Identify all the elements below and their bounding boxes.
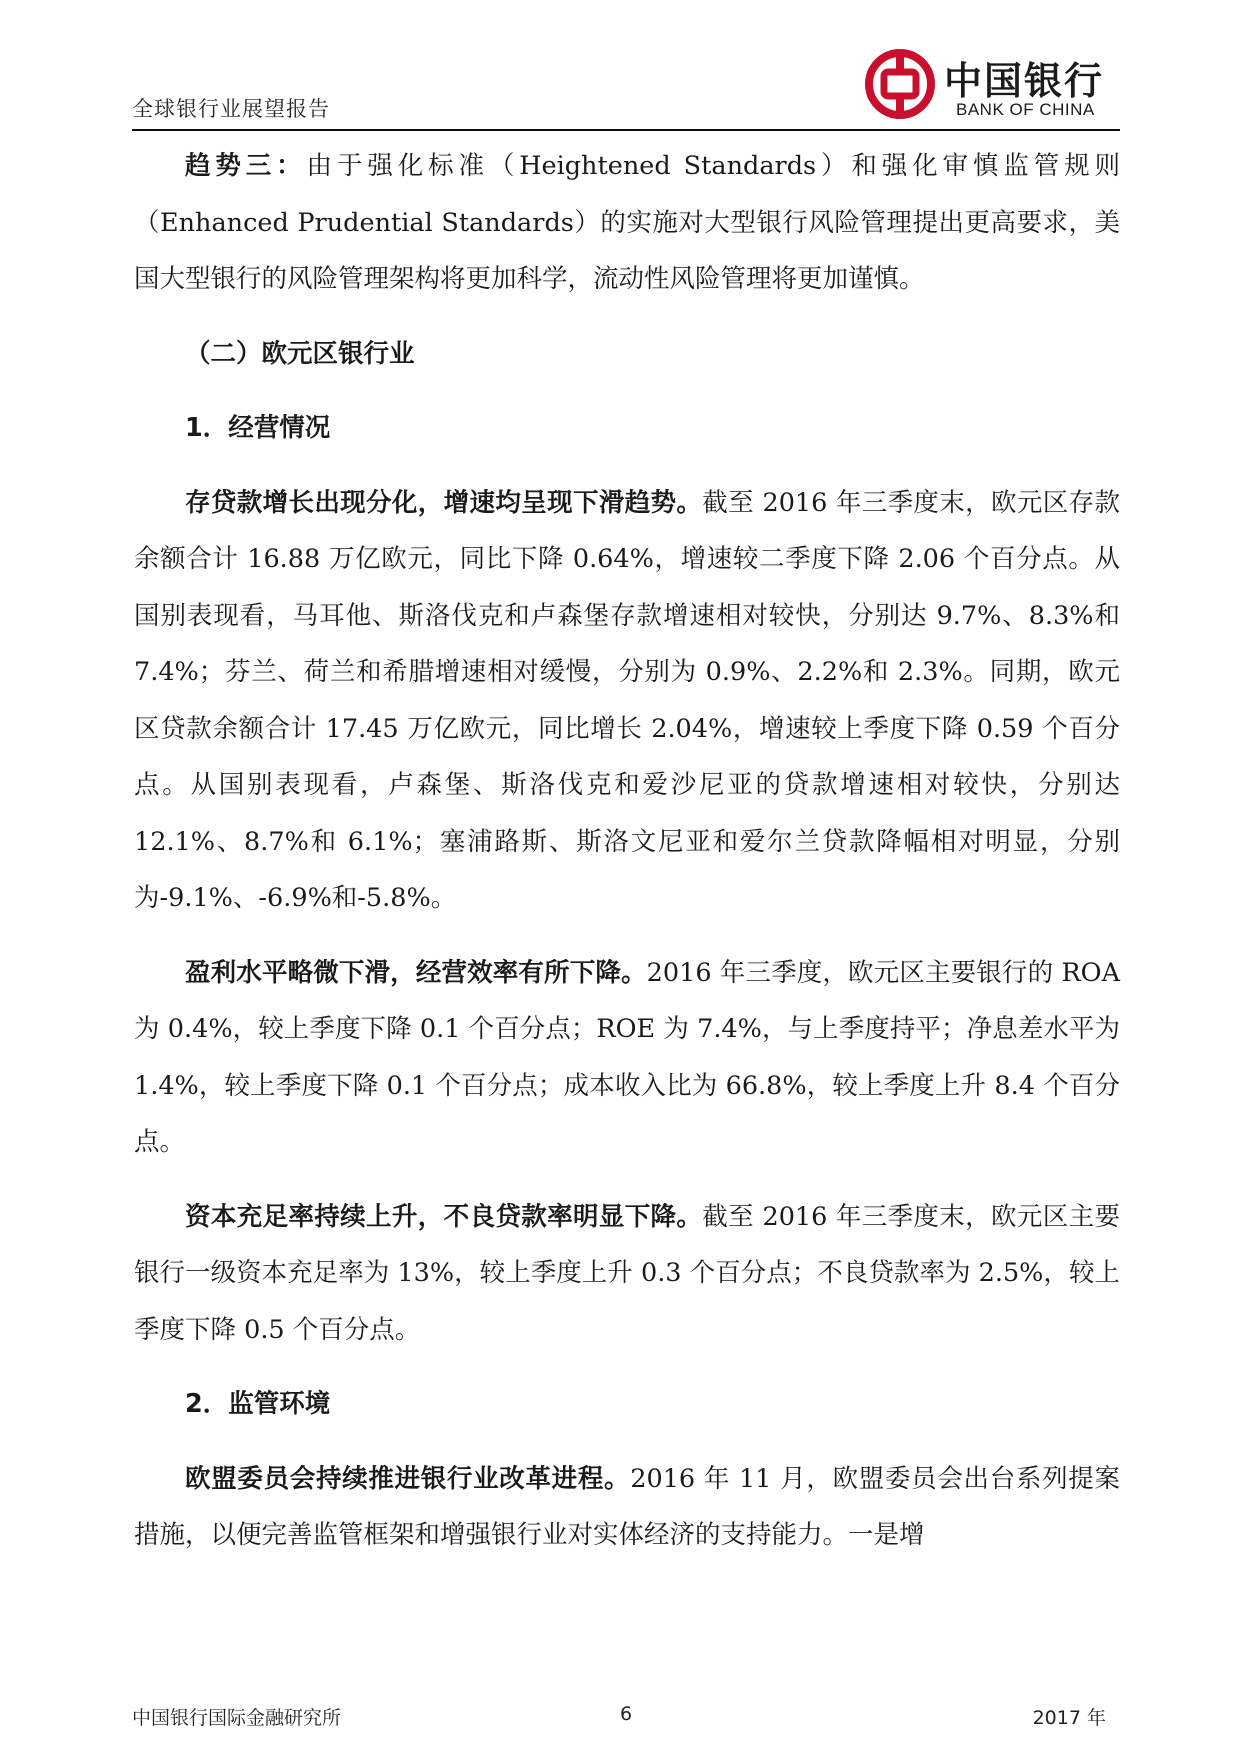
- page-header: [132, 40, 1120, 131]
- logo-english-name: BANK OF CHINA: [956, 100, 1095, 119]
- page-footer: [132, 1703, 1120, 1733]
- deposits-loans-paragraph: [134, 475, 1120, 927]
- subsection-heading-regulation: 2．监管环境: [185, 1389, 331, 1419]
- trend-three-text: 由于强化标准（Heightened Standards）和强化审慎监管规则（Enhanced Prudential Standards）的实施对大型银行风险管理提出更高要求，美国大型银行的风险管理架构将更加科学，流动性风险管理将更加谨慎。: [134, 151, 1120, 294]
- eu-reform-paragraph: [134, 1451, 1120, 1564]
- page-content: [134, 138, 1120, 1582]
- deposits-loans-text: 截至 2016 年三季度末，欧元区存款余额合计 16.88 万亿欧元，同比下降 0.64%，增速较二季度下降 2.06 个百分点。从国别表现看，马耳他、斯洛伐克和卢森堡存款增速相对较快，分别达 9.7%、8.3%和 7.4%；芬兰、荷兰和希腊增速相对缓慢，分别为 0.9%、2.2%和 2.3%。同期，欧元区贷款余额合计 17.45 万亿欧元，同比增长 2.04%，增速较上季度下降 0.59 个百分点。从国别表现看，卢森堡、斯洛伐克和爱沙尼亚的贷款增速相对较快，分别达 12.1%、8.7%和 6.1%；塞浦路斯、斯洛文尼亚和爱尔兰贷款降幅相对明显，分别为-9.1%、-6.9%和-5.8%。: [134, 487, 1120, 913]
- profitability-text: 2016 年三季度，欧元区主要银行的 ROA 为 0.4%，较上季度下降 0.1 个百分点；ROE 为 7.4%，与上季度持平；净息差水平为 1.4%，较上季度下降 0.1 个百分点；成本收入比为 66.8%，较上季度上升 8.4 个百分点。: [134, 957, 1120, 1157]
- logo-chinese-name: 中国银行: [944, 58, 1105, 103]
- deposits-loans-lead: 存贷款增长出现分化，增速均呈现下滑趋势。: [185, 487, 703, 518]
- page-number: 6: [619, 1703, 633, 1725]
- eu-reform-text: 2016 年 11 月，欧盟委员会出台系列提案措施，以便完善监管框架和增强银行业对实体经济的支持能力。一是增: [134, 1463, 1120, 1550]
- capital-adequacy-paragraph: [134, 1189, 1120, 1359]
- profitability-paragraph: [134, 945, 1120, 1171]
- profitability-lead: 盈利水平略微下滑，经营效率有所下降。: [185, 957, 647, 988]
- capital-adequacy-lead: 资本充足率持续上升，不良贷款率明显下降。: [185, 1201, 703, 1232]
- trend-three-lead: 趋势三：: [185, 151, 307, 181]
- section-heading-eurozone: （二）欧元区银行业: [185, 338, 415, 369]
- bank-logo: [864, 48, 1112, 122]
- bank-of-china-emblem-icon: [864, 48, 936, 120]
- subsection-heading-operations: 1．经营情况: [185, 413, 331, 443]
- eu-reform-lead: 欧盟委员会持续推进银行业改革进程。: [185, 1463, 631, 1494]
- footer-institute: 中国银行国际金融研究所: [132, 1707, 342, 1729]
- footer-year: 2017 年: [1032, 1707, 1106, 1729]
- trend-three-paragraph: [134, 138, 1120, 308]
- report-title: 全球银行业展望报告: [132, 97, 330, 121]
- capital-adequacy-text: 截至 2016 年三季度末，欧元区主要银行一级资本充足率为 13%，较上季度上升 0.3 个百分点；不良贷款率为 2.5%，较上季度下降 0.5 个百分点。: [134, 1201, 1120, 1345]
- header-divider: [132, 129, 1120, 131]
